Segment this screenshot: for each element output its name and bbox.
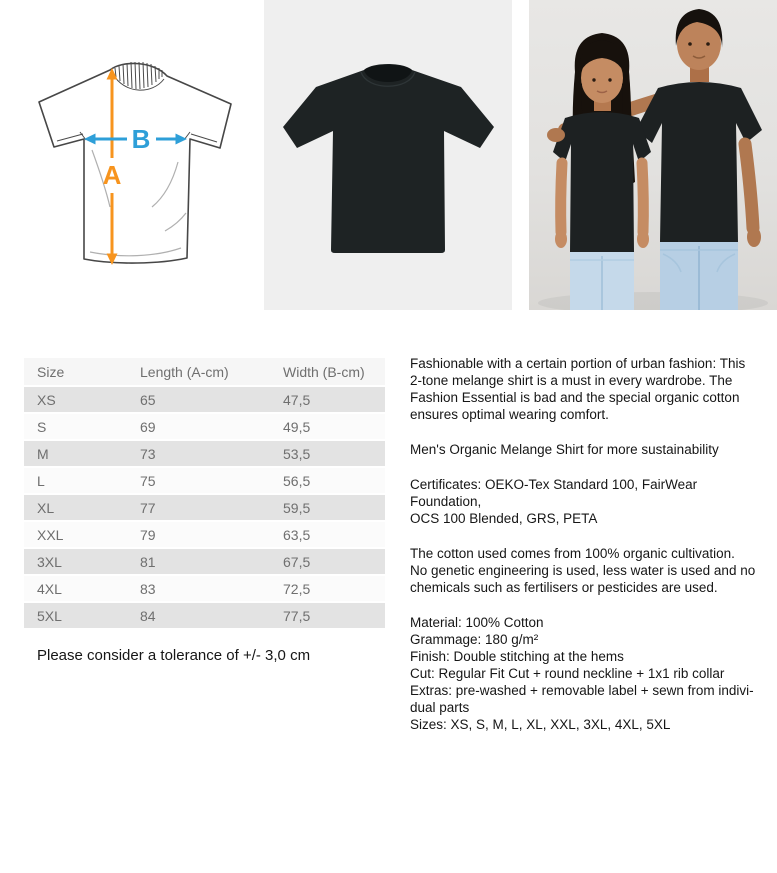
description-line: ensures optimal wearing comfort. (410, 407, 609, 422)
description-line: Fashionable with a certain portion of urban fashion: This (410, 356, 746, 371)
size-cell: M (37, 445, 49, 462)
spec-finish: Finish: Double stitching at the hems (410, 649, 624, 664)
size-cell: 3XL (37, 553, 62, 570)
spec-extras: Extras: pre-washed + removable label + sewn from indivi- (410, 683, 754, 698)
description-line: 2-tone melange shirt is a must in every wardrobe. The (410, 373, 733, 388)
width-cell: 63,5 (283, 526, 311, 543)
spec-grammage: Grammage: 180 g/m² (410, 632, 539, 647)
tshirt-outline (39, 63, 231, 263)
description-line: chemicals such as fertilisers or pesticides are used. (410, 580, 718, 595)
description-line: Certificates: OEKO-Tex Standard 100, FairWear Foundation, (410, 477, 698, 509)
label-b: B (131, 124, 151, 154)
size-cell: L (37, 472, 45, 489)
description-paragraph-intro (410, 355, 772, 423)
table-row (24, 495, 385, 520)
width-cell: 77,5 (283, 607, 311, 624)
product-photo-models (529, 0, 777, 310)
size-cell: 4XL (37, 580, 62, 597)
column-header-length: Length (A-cm) (140, 363, 229, 380)
size-table (24, 358, 385, 630)
table-row (24, 387, 385, 412)
product-description (410, 355, 772, 751)
tshirt-line-drawing (0, 0, 248, 310)
description-paragraph-certificates (410, 476, 772, 527)
size-cell: S (37, 418, 47, 435)
table-row (24, 468, 385, 493)
length-cell: 84 (140, 607, 156, 624)
size-table-header-row (24, 358, 385, 385)
spec-sizes: Sizes: XS, S, M, L, XL, XXL, 3XL, 4XL, 5XL (410, 717, 671, 732)
table-row (24, 441, 385, 466)
table-row (24, 414, 385, 439)
width-cell: 72,5 (283, 580, 311, 597)
description-line: OCS 100 Blended, GRS, PETA (410, 511, 598, 526)
description-paragraph-cotton (410, 545, 772, 596)
width-cell: 67,5 (283, 553, 311, 570)
length-cell: 77 (140, 499, 156, 516)
length-cell: 73 (140, 445, 156, 462)
size-cell: XXL (37, 526, 64, 543)
description-line: The cotton used comes from 100% organic cultivation. (410, 546, 735, 561)
width-cell: 56,5 (283, 472, 311, 489)
description-line: Fashion Essential is bad and the special organic cotton (410, 390, 740, 405)
size-cell: 5XL (37, 607, 62, 624)
description-paragraph-specs (410, 614, 772, 733)
size-cell: XL (37, 499, 55, 516)
table-row (24, 549, 385, 574)
black-tshirt-flatlay (264, 0, 512, 310)
length-cell: 75 (140, 472, 156, 489)
size-diagram-image (0, 0, 248, 310)
column-header-size: Size (37, 363, 65, 380)
model-woman (553, 33, 651, 310)
column-header-width: Width (B-cm) (283, 363, 365, 380)
spec-extras-2: dual parts (410, 700, 470, 715)
product-photo-flat (264, 0, 512, 310)
width-cell: 59,5 (283, 499, 311, 516)
width-cell: 49,5 (283, 418, 311, 435)
table-row (24, 522, 385, 547)
table-row (24, 576, 385, 601)
spec-material: Material: 100% Cotton (410, 615, 544, 630)
length-cell: 79 (140, 526, 156, 543)
description-paragraph-sustainability (410, 441, 772, 458)
label-a: A (102, 160, 122, 190)
length-cell: 69 (140, 418, 156, 435)
length-cell: 83 (140, 580, 156, 597)
size-cell: XS (37, 391, 56, 408)
description-line: Men's Organic Melange Shirt for more sustainability (410, 442, 719, 457)
length-cell: 65 (140, 391, 156, 408)
length-cell: 81 (140, 553, 156, 570)
width-cell: 53,5 (283, 445, 311, 462)
models-illustration (529, 0, 777, 310)
table-row (24, 603, 385, 628)
width-cell: 47,5 (283, 391, 311, 408)
tolerance-note: Please consider a tolerance of +/- 3,0 cm (37, 647, 311, 664)
spec-cut: Cut: Regular Fit Cut + round neckline + 1x1 rib collar (410, 666, 725, 681)
tshirt-silhouette (283, 64, 494, 253)
description-line: No genetic engineering is used, less water is used and no (410, 563, 756, 578)
man-hand (547, 128, 565, 142)
